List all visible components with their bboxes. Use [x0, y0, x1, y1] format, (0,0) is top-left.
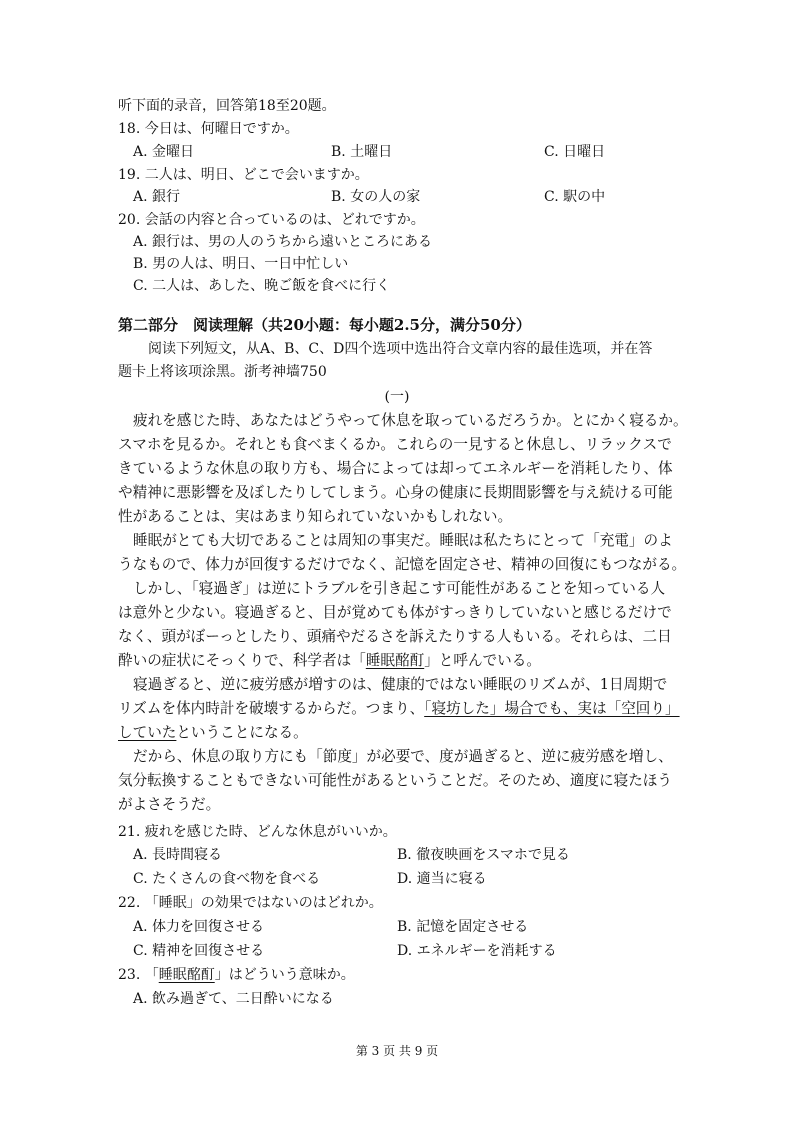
- underlined-phrase: 「寝坊した」場合でも、実は「空回り」: [424, 700, 680, 717]
- listening-instruction: 听下面的录音，回答第18至20题。: [118, 98, 336, 114]
- passage-line: [118, 699, 680, 719]
- question-22-option-a: A. 体力を回復させる: [133, 919, 265, 935]
- question-text: 」はどういう意味か。: [214, 967, 355, 983]
- question-22-option-c: C. 精神を回復させる: [133, 943, 265, 959]
- question-21-option-a: A. 長時間寝る: [133, 847, 223, 863]
- question-18-stem: 18. 今日は、何曜日ですか。: [118, 121, 299, 137]
- passage-text: リズムを体内時計を破壊するからだ。つまり、: [118, 700, 425, 717]
- passage-line: しかし、「寝過ぎ」は逆にトラブルを引き起こす可能性があることを知っている人: [133, 580, 666, 597]
- question-18-option-a: A. 金曜日: [133, 144, 195, 160]
- term-sleep-drunkenness: 睡眠酩酊: [158, 967, 215, 983]
- passage-line: 寝過ぎると、逆に疲労感が増すのは、健康的ではない睡眠のリズムが、1日周期で: [133, 676, 668, 693]
- question-22-option-d: D. エネルギーを消耗する: [397, 943, 557, 959]
- page-number: 第 3 页 共 9 页: [355, 1044, 439, 1058]
- question-19-option-a: A. 銀行: [133, 189, 181, 205]
- passage-line: 疲れを感じた時、あなたはどうやって休息を取っているだろうか。とにかく寝るか。: [133, 412, 688, 429]
- question-21-stem: 21. 疲れを感じた時、どんな休息がいいか。: [118, 824, 397, 840]
- question-22-stem: 22. 「睡眠」の効果ではないのはどれか。: [118, 895, 383, 911]
- passage-line: は意外と少ない。寝過ぎると、目が覚めても体がすっきりしていないと感じるだけで: [118, 604, 672, 621]
- passage-line: [118, 723, 308, 743]
- question-19-option-c: C. 駅の中: [544, 189, 606, 205]
- question-21-option-d: D. 適当に寝る: [397, 871, 487, 887]
- reading-section-title: 第二部分 阅读理解（共20小题：每小题2.5分，满分50分）: [118, 316, 531, 334]
- passage-line: なく、頭がぼーっとしたり、頭痛やだるさを訴えたりする人もいる。それらは、二日: [118, 628, 672, 645]
- passage-text: 」と呼んでいる。: [424, 652, 541, 669]
- passage-number: (一): [384, 389, 410, 405]
- question-21-option-b: B. 徹夜映画をスマホで見る: [397, 847, 570, 863]
- passage-line: きているような休息の取り方も、場合によっては却ってエネルギーを消耗したり、体: [118, 460, 673, 477]
- question-20-stem: 20. 会話の内容と合っているのは、どれですか。: [118, 212, 425, 228]
- passage-line: スマホを見るか。それとも食べまくるか。これらの一見すると休息し、リラックスで: [118, 436, 672, 453]
- underlined-phrase: していた: [118, 724, 177, 741]
- passage-line: 気分転換することもできない可能性があるということだ。そのため、適度に寝たほう: [118, 772, 672, 789]
- question-23-option-a: A. 飲み過ぎて、二日酔いになる: [133, 991, 334, 1007]
- passage-line: [118, 651, 541, 671]
- passage-line: だから、休息の取り方にも「節度」が必要で、度が過ぎると、逆に疲労感を増し、: [133, 748, 673, 765]
- question-23-stem: [118, 965, 355, 985]
- question-19-option-b: B. 女の人の家: [331, 189, 421, 205]
- reading-instruction-line1: 阅读下列短文，从A、B、C、D四个选项中选出符合文章内容的最佳选项，并在答: [148, 341, 653, 357]
- question-20-option-c: C. 二人は、あした、晩ご飯を食べに行く: [133, 278, 391, 294]
- question-text: 23. 「: [118, 967, 159, 983]
- question-22-option-b: B. 記憶を固定させる: [397, 919, 529, 935]
- question-19-stem: 19. 二人は、明日、どこで会いますか。: [118, 167, 369, 183]
- question-18-option-c: C. 日曜日: [544, 144, 606, 160]
- passage-line: 睡眠がとても大切であることは周知の事実だ。睡眠は私たちにとって「充電」のよ: [133, 532, 673, 549]
- term-sleep-drunkenness: 睡眠酩酊: [365, 652, 425, 669]
- passage-line: うなもので、体力が回復するだけでなく、記憶を固定させ、精神の回復にもつながる。: [118, 556, 687, 573]
- question-18-option-b: B. 土曜日: [331, 144, 393, 160]
- passage-line: や精神に悪影響を及ぼしたりしてしまう。心身の健康に長期間影響を与え続ける可能: [118, 484, 673, 501]
- passage-text: 酔いの症状にそっくりで、科学者は「: [118, 652, 366, 669]
- reading-instruction-line2: 题卡上将该项涂黑。浙考神墙750: [118, 364, 327, 380]
- question-20-option-a: A. 銀行は、男の人のうちから遠いところにある: [133, 234, 433, 250]
- passage-text: ということになる。: [176, 724, 308, 741]
- question-21-option-c: C. たくさんの食べ物を食べる: [133, 871, 321, 887]
- passage-line: 性があることは、実はあまり知られていないかもしれない。: [118, 508, 513, 525]
- passage-line: がよさそうだ。: [118, 796, 221, 813]
- question-20-option-b: B. 男の人は、明日、一日中忙しい: [133, 256, 349, 272]
